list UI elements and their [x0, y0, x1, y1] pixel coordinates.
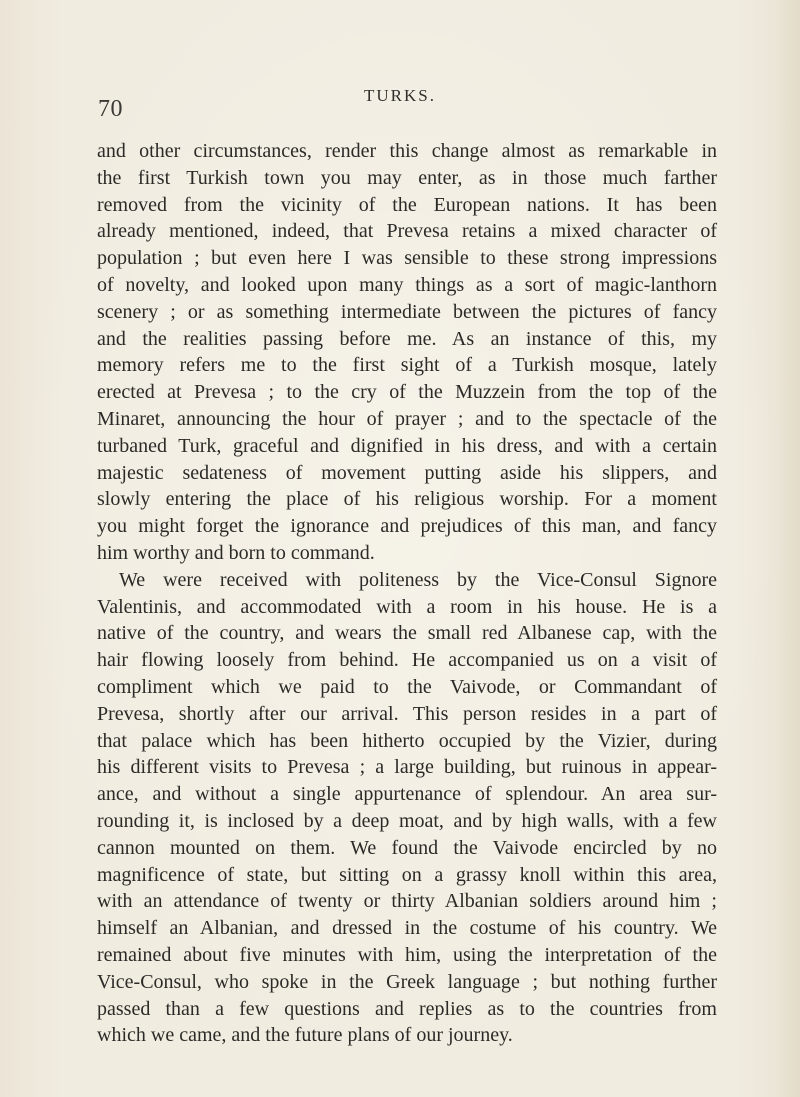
text-line: passed than a few questions and replies as to the countries from — [97, 997, 717, 1020]
text-line: slowly entering the place of his religious worship. For a moment — [97, 488, 717, 511]
page-edge-shadow — [778, 0, 800, 1097]
text-line: already mentioned, indeed, that Prevesa retains a mixed character of — [97, 220, 717, 243]
text-line: remained about five minutes with him, using the interpretation of the — [97, 943, 717, 966]
running-title: TURKS. — [364, 86, 436, 105]
text-line: scenery ; or as something intermediate between the pictures of fancy — [97, 300, 717, 323]
text-line: turbaned Turk, graceful and dignified in his dress, and with a certain — [97, 434, 717, 457]
text-line: hair flowing loosely from behind. He accompanied us on a visit of — [97, 649, 717, 672]
body-text — [97, 138, 717, 1049]
text-line: Minaret, announcing the hour of prayer ; and to the spectacle of the — [97, 407, 717, 430]
text-line: his different visits to Prevesa ; a large building, but ruinous in appear- — [97, 756, 717, 779]
text-line: with an attendance of twenty or thirty Albanian soldiers around him ; — [97, 890, 717, 913]
text-line: magnificence of state, but sitting on a grassy knoll within this area, — [97, 863, 717, 886]
text-line: you might forget the ignorance and prejudices of this man, and fancy — [97, 515, 717, 538]
text-line: Vice-Consul, who spoke in the Greek language ; but nothing further — [97, 970, 717, 993]
paragraph-start-line: We were received with politeness by the Vice-Consul Signore — [119, 568, 717, 591]
text-line: population ; but even here I was sensible to these strong impressions — [97, 247, 717, 270]
text-line: Prevesa, shortly after our arrival. This person resides in a part of — [97, 702, 717, 725]
text-line: compliment which we paid to the Vaivode, or Commandant of — [97, 675, 717, 698]
text-line: and other circumstances, render this change almost as remarkable in — [97, 140, 717, 162]
text-line: majestic sedateness of movement putting aside his slippers, and — [97, 461, 717, 484]
page-number: 70 — [98, 96, 123, 122]
text-line: Valentinis, and accommodated with a room in his house. He is a — [97, 595, 717, 618]
text-line: erected at Prevesa ; to the cry of the Muzzein from the top of the — [97, 381, 717, 404]
paragraph-end-line: which we came, and the future plans of our journey. — [97, 1024, 513, 1047]
paragraph-end-line: him worthy and born to command. — [97, 541, 375, 564]
text-line: ance, and without a single appurtenance of splendour. An area sur- — [97, 783, 717, 806]
running-head — [0, 84, 800, 122]
text-line: cannon mounted on them. We found the Vaivode encircled by no — [97, 836, 717, 859]
text-line: the first Turkish town you may enter, as in those much farther — [97, 166, 717, 189]
text-line: and the realities passing before me. As an instance of this, my — [97, 327, 717, 350]
text-line: of novelty, and looked upon many things as a sort of magic-lanthorn — [97, 273, 717, 296]
text-line: himself an Albanian, and dressed in the costume of his country. We — [97, 917, 717, 940]
text-line: memory refers me to the first sight of a Turkish mosque, lately — [97, 354, 717, 377]
text-line: native of the country, and wears the small red Albanese cap, with the — [97, 622, 717, 645]
text-line: that palace which has been hitherto occupied by the Vizier, during — [97, 729, 717, 752]
text-line: removed from the vicinity of the European nations. It has been — [97, 193, 717, 216]
text-line: rounding it, is inclosed by a deep moat, and by high walls, with a few — [97, 809, 717, 832]
